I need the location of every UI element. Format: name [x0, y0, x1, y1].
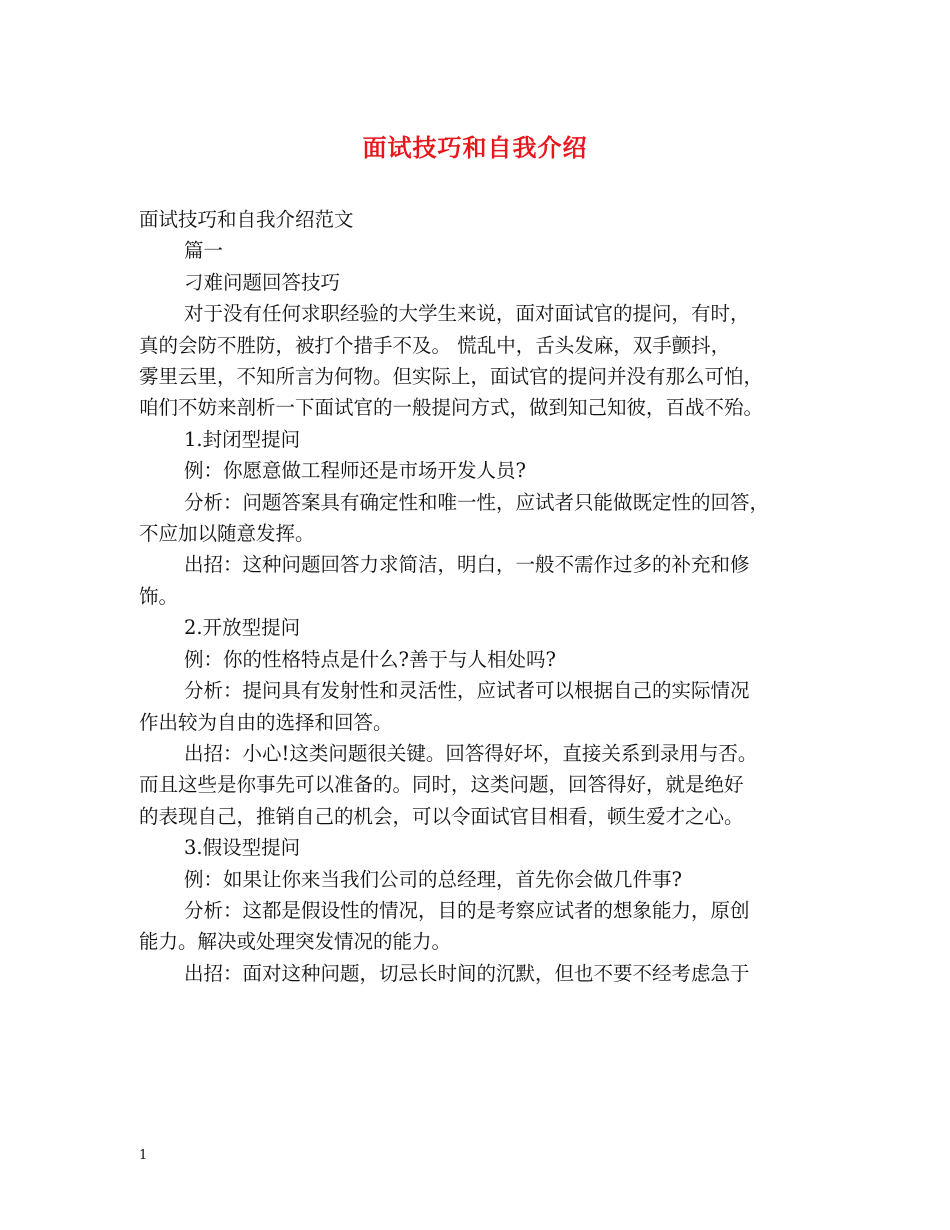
text-line: 不应加以随意发挥。	[139, 522, 315, 546]
document-title: 面试技巧和自我介绍	[362, 133, 588, 162]
text-line: 出招：面对这种问题，切忌长时间的沉默，但也不要不经考虑急于	[184, 961, 750, 985]
text-line: 真的会防不胜防，被打个措手不及。 慌乱中，舌头发麻，双手颤抖，	[139, 333, 731, 357]
text-line: 1.封闭型提问	[184, 427, 301, 451]
text-line: 能力。解决或处理突发情况的能力。	[139, 930, 452, 954]
text-line: 面试技巧和自我介绍范文	[139, 208, 354, 231]
text-line: 例：你的性格特点是什么?善于与人相处吗?	[184, 647, 556, 671]
text-line: 咱们不妨来剖析一下面试官的一般提问方式，做到知己知彼，百战不殆。	[139, 396, 764, 420]
text-line: 的表现自己，推销自己的机会，可以令面试官目相看，顿生爱才之心。	[139, 804, 744, 828]
text-line: 分析：提问具有发射性和灵活性，应试者可以根据自己的实际情况	[184, 679, 750, 703]
text-line: 篇一	[184, 239, 224, 263]
text-line: 分析：问题答案具有确定性和唯一性，应试者只能做既定性的回答，	[184, 490, 770, 514]
text-line: 2.开放型提问	[184, 616, 301, 640]
text-line: 3.假设型提问	[184, 836, 301, 860]
text-line: 作出较为自由的选择和回答。	[139, 710, 393, 734]
text-line: 而且这些是你事先可以准备的。同时，这类问题，回答得好，就是绝好	[139, 773, 744, 797]
text-line: 饰。	[139, 584, 179, 608]
text-line: 雾里云里，不知所言为何物。但实际上，面试官的提问并没有那么可怕，	[139, 365, 764, 389]
page-number: 1	[139, 1148, 148, 1163]
text-line: 例：如果让你来当我们公司的总经理，首先你会做几件事?	[184, 867, 682, 891]
text-line: 对于没有任何求职经验的大学生来说，面对面试官的提问，有时，	[184, 302, 750, 326]
text-line: 刁难问题回答技巧	[184, 270, 341, 294]
text-line: 例：你愿意做工程师还是市场开发人员?	[184, 459, 526, 483]
text-line: 出招：这种问题回答力求简洁，明白，一般不需作过多的补充和修	[184, 553, 750, 577]
text-line: 分析：这都是假设性的情况，目的是考察应试者的想象能力，原创	[184, 898, 750, 922]
text-line: 出招：小心!这类问题很关键。回答得好坏，直接关系到录用与否。	[184, 741, 758, 765]
document-body	[139, 204, 824, 989]
